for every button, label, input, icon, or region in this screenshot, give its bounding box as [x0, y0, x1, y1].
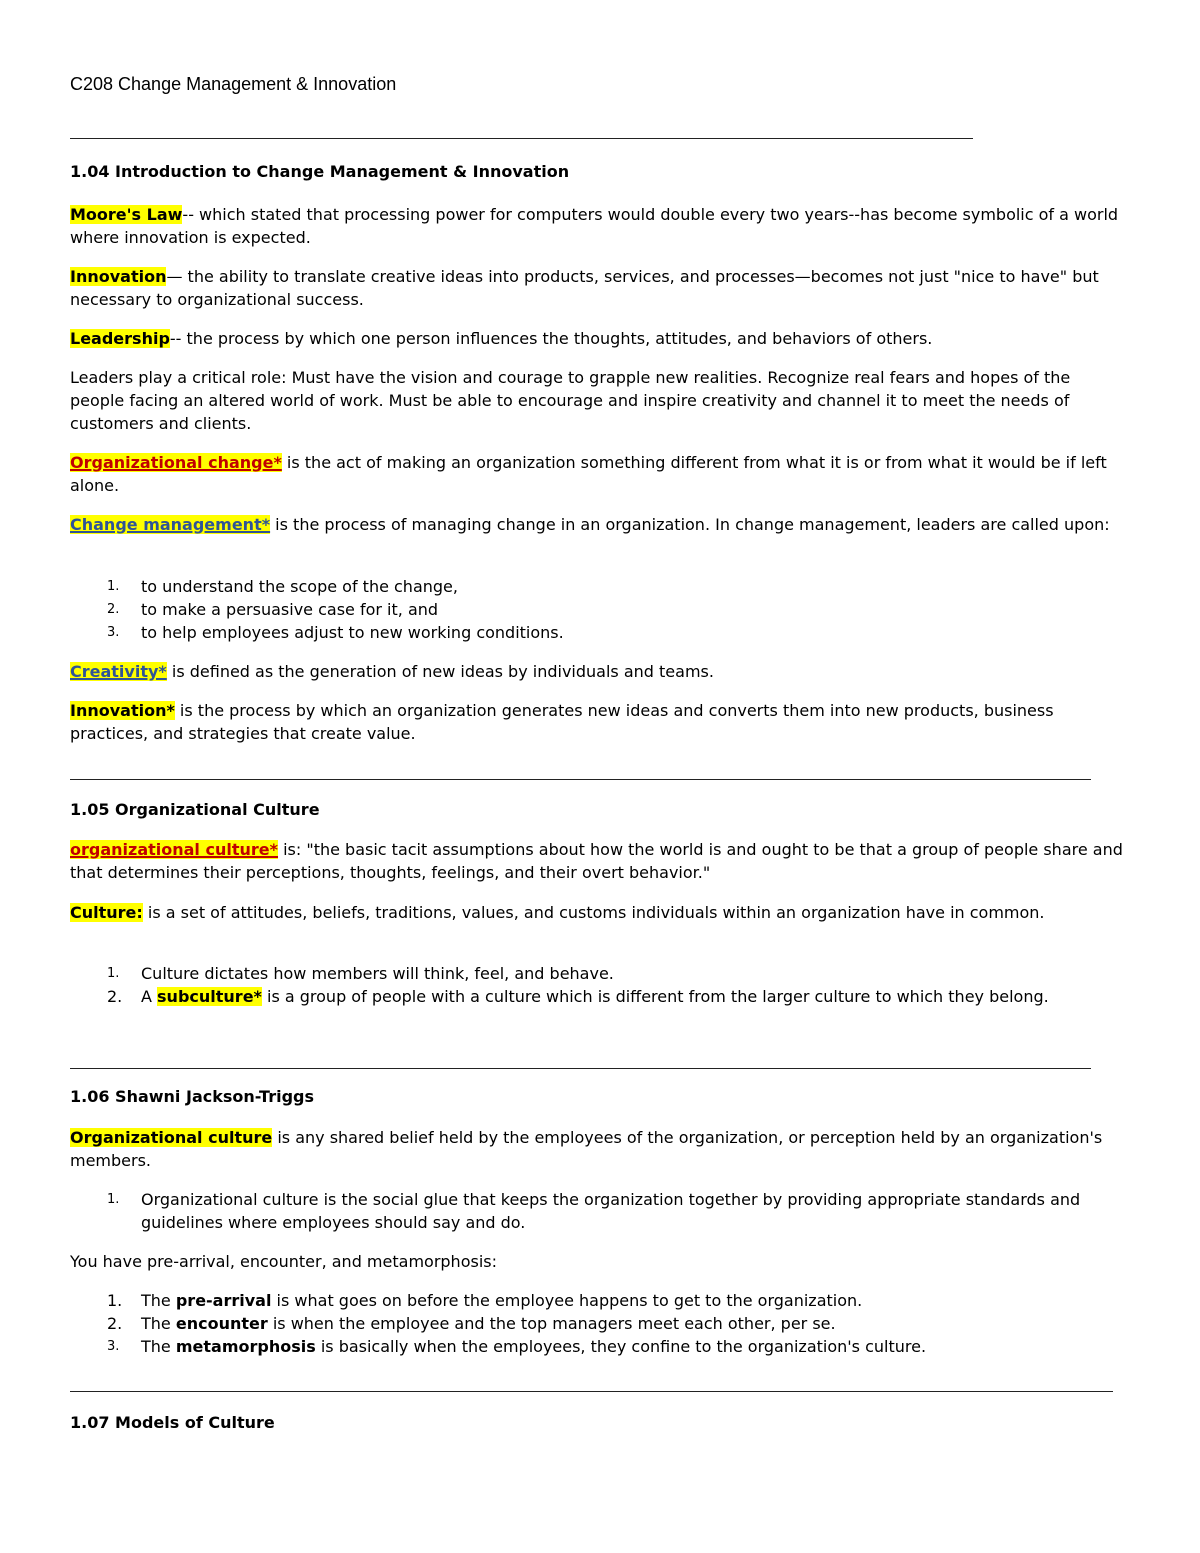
organizational-culture-term: organizational culture* [70, 840, 278, 859]
innovation-definition-term: Innovation* [70, 701, 175, 720]
list-item: 1. to understand the scope of the change, [107, 577, 458, 596]
moores-law-paragraph: Moore's Law-- which stated that processing power for computers would double every two years--has become symbolic of a world where innovation is expected. [70, 205, 1119, 247]
creativity-term: Creativity* [70, 662, 167, 681]
leadership-paragraph: Leadership-- the process by which one person influences the thoughts, attitudes, and behaviors of others. [70, 329, 933, 348]
list-item: 2. to make a persuasive case for it, and [107, 600, 439, 619]
culture-term: Culture: [70, 903, 143, 922]
list-item: 2. The encounter is when the employee and the top managers meet each other, per se. [107, 1314, 836, 1333]
section-title-1-06: 1.06 Shawni Jackson-Triggs [70, 1087, 315, 1106]
social-glue-list [70, 1188, 1120, 1234]
culture-paragraph: Culture: is a set of attitudes, beliefs, traditions, values, and customs individuals within an organization have in common. [70, 903, 1045, 922]
subculture-term: subculture* [157, 987, 262, 1006]
stages-list [70, 1289, 1120, 1358]
section-divider [70, 1068, 1091, 1069]
organizational-change-term: Organizational change* [70, 453, 282, 472]
document-title: C208 Change Management & Innovation [70, 74, 397, 94]
section-divider [70, 779, 1091, 780]
list-item: 2. A subculture* is a group of people with a culture which is different from the larger culture to which they belong. [107, 987, 1049, 1006]
change-management-term: Change management* [70, 515, 271, 534]
section-title-1-04: 1.04 Introduction to Change Management & Innovation [70, 162, 570, 181]
list-item: 1. Organizational culture is the social glue that keeps the organization together by providing appropriate standards and guidelines where employees should say and do. [107, 1190, 1081, 1232]
innovation-definition-paragraph: Innovation* is the process by which an organization generates new ideas and converts them into new products, business practices, and strategies that create value. [70, 701, 1054, 743]
organizational-change-paragraph: Organizational change* is the act of making an organization something different from what it is or from what it would be if left alone. [70, 453, 1107, 495]
culture-list [70, 962, 1120, 1008]
section-divider [70, 138, 973, 139]
section-title-1-07: 1.07 Models of Culture [70, 1413, 275, 1432]
leaders-paragraph: Leaders play a critical role: Must have the vision and courage to grapple new realities. Recognize real fears and hopes of the people facing an altered world of work. Must be able to encourage and inspire creativity and channel it to meet the needs of customers and clients. [70, 368, 1071, 433]
stages-intro: You have pre-arrival, encounter, and metamorphosis: [70, 1252, 497, 1271]
list-item: 3. The metamorphosis is basically when the employees, they confine to the organization's culture. [107, 1337, 927, 1356]
innovation-paragraph: Innovation— the ability to translate creative ideas into products, services, and processes—becomes not just "nice to have" but necessary to organizational success. [70, 267, 1099, 309]
organizational-culture-term: Organizational culture [70, 1128, 273, 1147]
section-title-1-05: 1.05 Organizational Culture [70, 800, 320, 819]
organizational-culture-paragraph: organizational culture* is: "the basic tacit assumptions about how the world is and ought to be that a group of people share and that determines their perceptions, thoughts, feelings, and their overt behavior." [70, 840, 1123, 882]
leadership-term: Leadership [70, 329, 170, 348]
list-item: 3. to help employees adjust to new working conditions. [107, 623, 564, 642]
moores-law-term: Moore's Law [70, 205, 183, 224]
change-management-list [70, 575, 1120, 644]
innovation-term: Innovation [70, 267, 167, 286]
list-item: 1. The pre-arrival is what goes on before the employee happens to get to the organization. [107, 1291, 863, 1310]
organizational-culture-shared-paragraph: Organizational culture is any shared belief held by the employees of the organization, or perception held by an organization's members. [70, 1128, 1103, 1170]
change-management-paragraph: Change management* is the process of managing change in an organization. In change management, leaders are called upon: [70, 515, 1110, 534]
list-item: 1. Culture dictates how members will think, feel, and behave. [107, 964, 614, 983]
creativity-paragraph: Creativity* is defined as the generation of new ideas by individuals and teams. [70, 662, 714, 681]
section-divider [70, 1391, 1113, 1392]
